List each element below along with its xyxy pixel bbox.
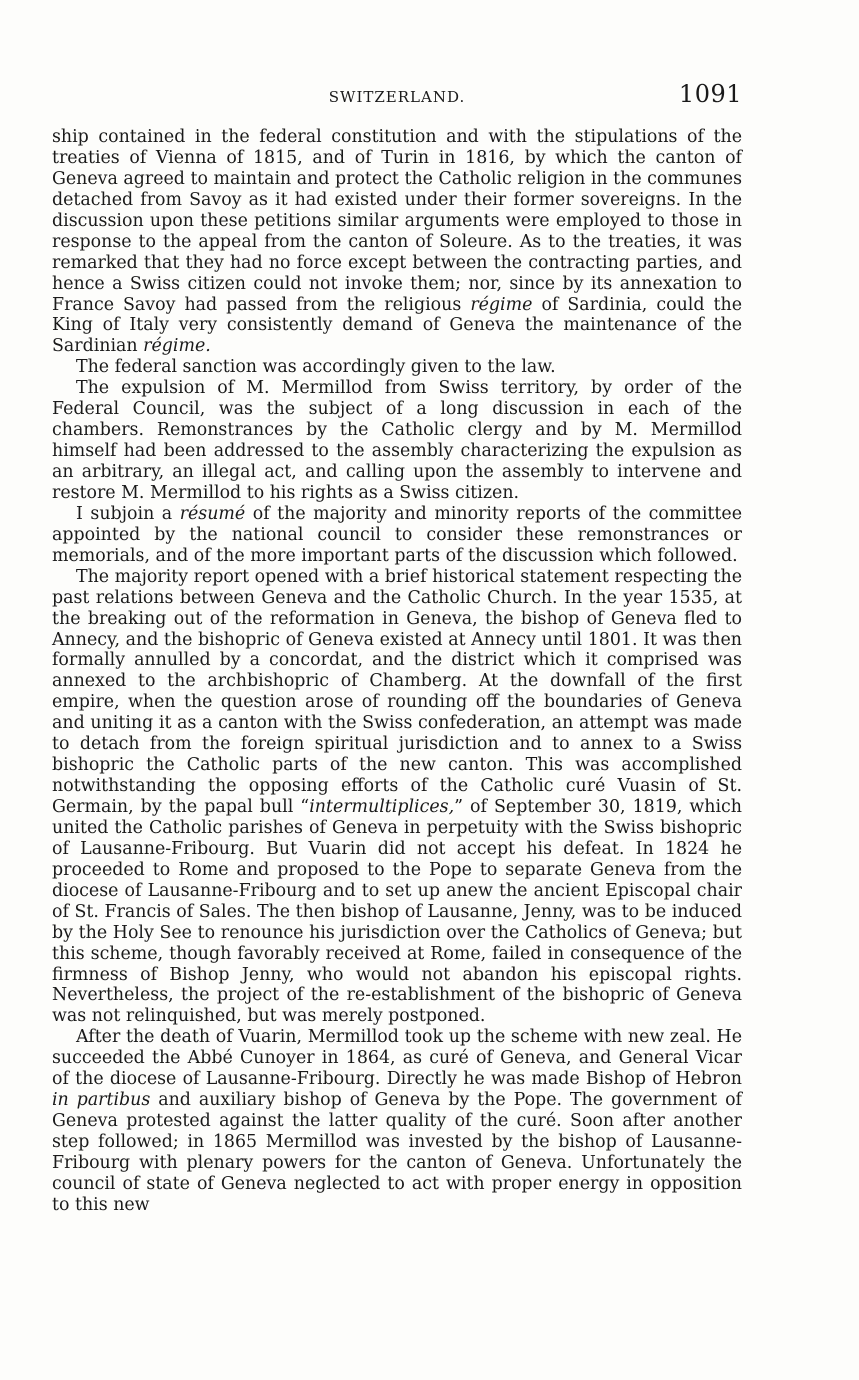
page-number: 1091 [678,80,742,108]
text-run: ship contained in the federal constitution and with the stipulations of the treaties of Vienna of 1815, and of Turin in 1816, by which the canton of Geneva agreed to maintain and protect the Catholic religion in the communes detached from Savoy as it had existed under their former sovereigns. In the discussion upon these petitions similar arguments were employed to those in response to the appeal from the canton of Soleure. As to the treaties, it was remarked that they had no force except between the contracting parties, and hence a Swiss citizen could not invoke them; nor, since by its annexation to France Savoy had passed from the religious [52,127,742,315]
body-text [52,127,742,1216]
paragraph-2 [52,357,742,378]
text-run: After the death of Vuarin, Mermillod took up the scheme with new zeal. He succeeded the Abbé Cunoyer in 1864, as curé of Geneva, and General Vicar of the diocese of Lausanne-Fribourg. Directly he was made Bishop of Hebron [52,1027,742,1090]
text-run: I subjoin a [76,503,180,524]
text-run: The expulsion of M. Mermillod from Swiss territory, by order of the Federal Council, was the subject of a long discussion in each of the chambers. Remonstrances by the Catholic clergy and by M. Mermillod himself had been addressed to the assembly characterizing the expulsion as an arbitrary, an illegal act, and calling upon the assembly to intervene and restore M. Mermillod to his rights as a Swiss citizen. [52,378,742,503]
paragraph-6 [52,1027,742,1215]
text-run: ” of September 30, 1819, which united the Catholic parishes of Geneva in perpetuity with the Swiss bishopric of Lausanne-Fribourg. But Vuarin did not accept his defeat. In 1824 he proceeded to Rome and proposed to the Pope to separate Geneva from the diocese of Lausanne-Fribourg and to set up anew the ancient Episcopal chair of St. Francis of Sales. The then bishop of Lausanne, Jenny, was to be induced by the Holy See to renounce his jurisdiction over the Catholics of Geneva; but this scheme, though favorably received at Rome, failed in consequence of the firmness of Bishop Jenny, who would not abandon his episcopal rights. Nevertheless, the project of the re-establishment of the bishopric of Geneva was not relinquished, but was merely postponed. [52,797,742,1027]
running-title: SWITZERLAND. [328,88,466,106]
italic-text: in partibus [52,1090,151,1111]
paragraph-4 [52,504,742,567]
running-header [52,80,742,110]
italic-text: résumé [179,503,246,524]
text-run: of the majority and minority reports of the committee appointed by the national council to consider these remonstrances or memorials, and of the more important parts of the discussion which followed. [52,503,742,566]
italic-text: régime. [143,336,211,357]
text-run: The majority report opened with a brief historical statement respecting the past relations between Geneva and the Catholic Church. In the year 1535, at the breaking out of the reformation in Geneva, the bishop of Geneva fled to Annecy, and the bishopric of Geneva existed at Annecy until 1801. It was then formally annulled by a concordat, and the district which it comprised was annexed to the archbishopric of Chamberg. At the downfall of the first empire, when the question arose of rounding off the boundaries of Geneva and uniting it as a canton with the Swiss confederation, an attempt was made to detach from the foreign spiritual jurisdiction and to annex to a Swiss bishopric the Catholic parts of the new canton. This was accomplished notwithstanding the opposing efforts of the Catholic curé Vuasin of St. Germain, by the papal bull “ [52,566,742,817]
paragraph-5 [52,567,742,1028]
paragraph-1 [52,127,742,357]
text-run: of Sardinia, could the King of Italy very consistently demand of Geneva the maintenance of the Sardinian [52,294,742,357]
text-run: and auxiliary bishop of Geneva by the Pope. The government of Geneva protested against the latter quality of the curé. Soon after another step followed; in 1865 Mermillod was invested by the bishop of Lausanne-Fribourg with plenary powers for the canton of Geneva. Unfortunately the council of state of Geneva neglected to act with proper energy in opposition to this new [52,1090,742,1215]
paragraph-3 [52,378,742,504]
italic-text: régime [470,294,533,315]
italic-text: intermultiplices, [309,797,455,817]
text-run: The federal sanction was accordingly given to the law. [76,357,556,378]
